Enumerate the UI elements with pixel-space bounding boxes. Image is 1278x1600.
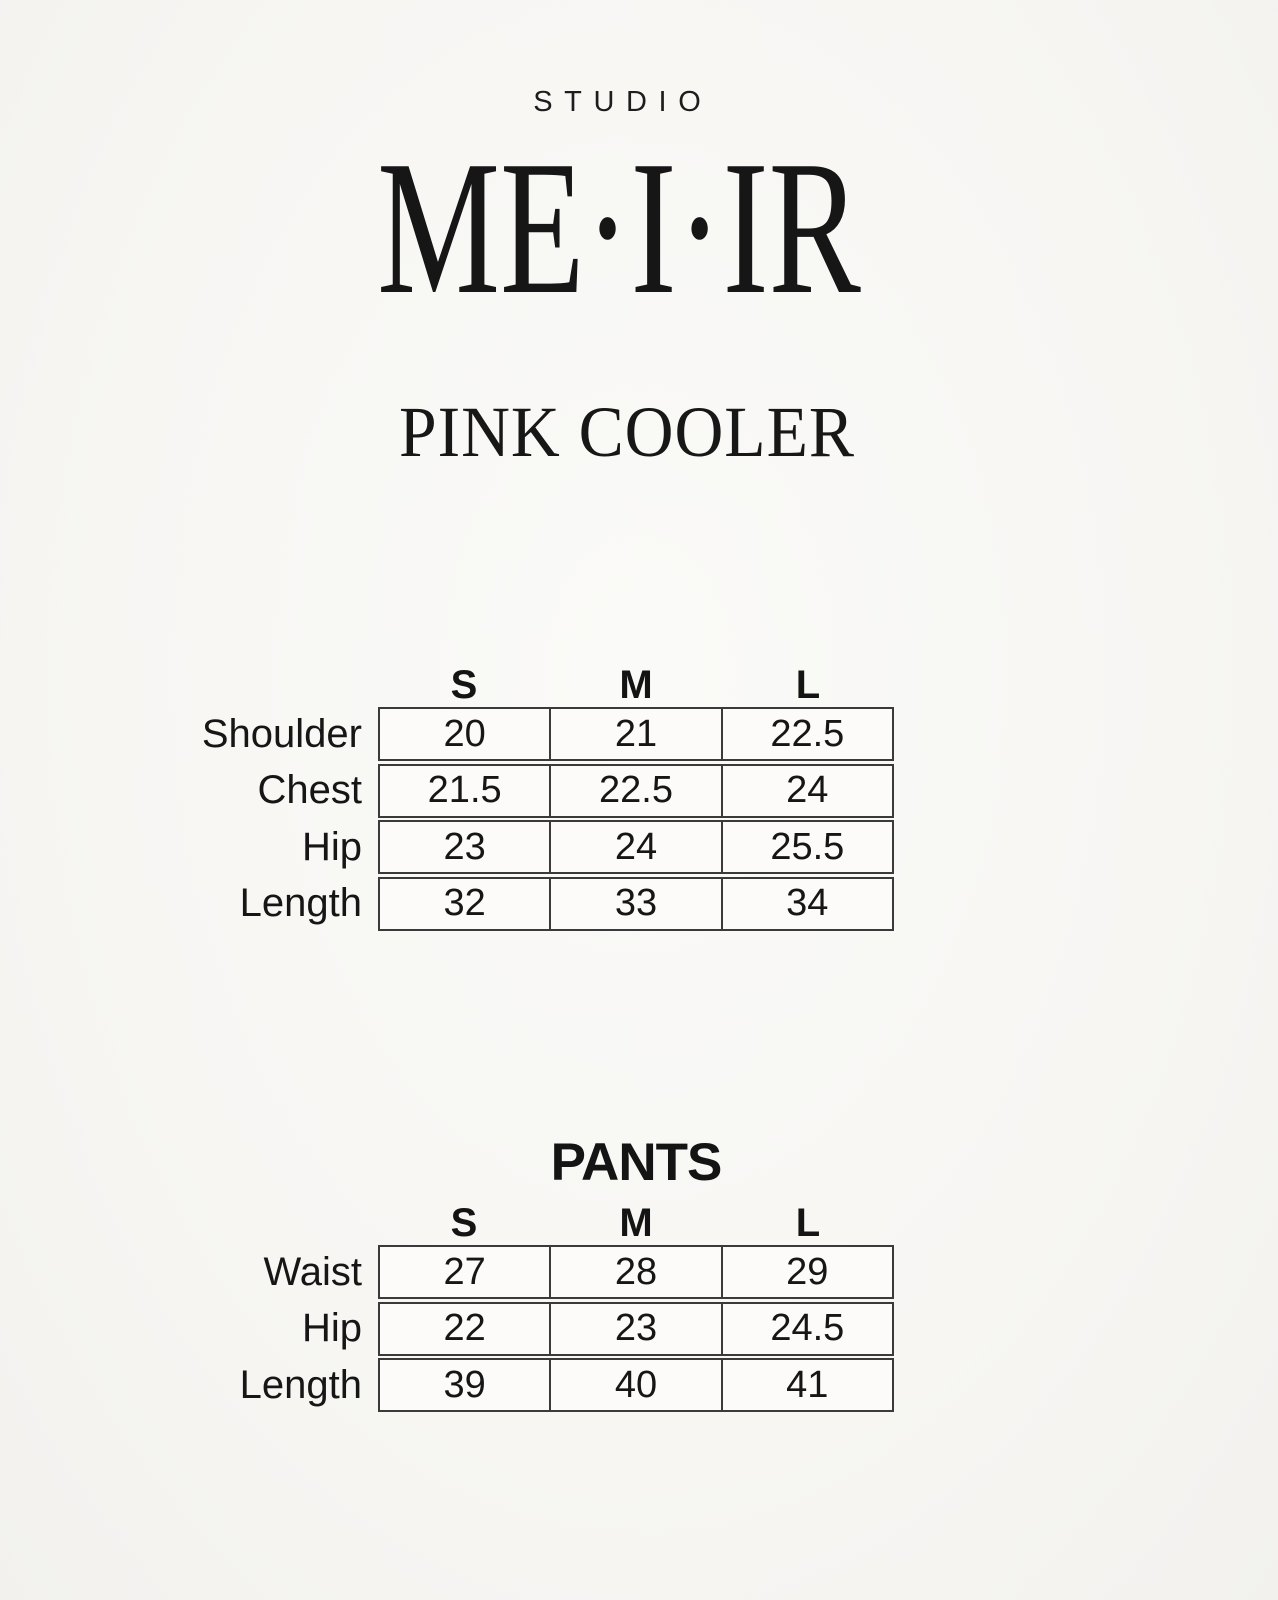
table-row-waist	[263, 1245, 894, 1299]
table-cell: 22.5	[721, 709, 892, 759]
table-cell: 24.5	[721, 1304, 892, 1354]
table-cell: 27	[443, 1250, 486, 1293]
table-row-hip	[301, 820, 894, 874]
size-table-pants	[239, 1133, 894, 1412]
size-header-row	[378, 665, 894, 705]
table-cell: 28	[549, 1247, 720, 1297]
size-table-grid	[239, 1245, 894, 1412]
row-label: Length	[239, 1362, 362, 1407]
table-cell: 40	[549, 1360, 720, 1410]
size-header-l: L	[795, 663, 821, 707]
table-cell: 41	[721, 1360, 892, 1410]
table-cell: 21.5	[427, 769, 502, 811]
table-cell: 25.5	[721, 822, 892, 872]
size-table-top	[201, 663, 894, 931]
table-cell: 20	[443, 712, 486, 755]
table-cell: 23	[443, 825, 486, 868]
row-label: Chest	[257, 768, 362, 812]
brand-wordmark-mehr: ME·I·IR	[377, 121, 861, 334]
size-header-s: S	[450, 1201, 478, 1245]
table-cell: 22.5	[549, 766, 720, 816]
product-title: PINK COOLER	[399, 392, 855, 472]
table-cell: 34	[721, 879, 892, 929]
size-header-row	[378, 1203, 894, 1243]
row-label: Hip	[301, 824, 362, 869]
row-label: Waist	[263, 1249, 362, 1294]
size-header-m: M	[619, 1201, 653, 1245]
table-row-length	[239, 877, 894, 931]
row-label: Shoulder	[201, 711, 362, 756]
brand-studio-text: STUDIO	[533, 86, 713, 118]
table-cell: 39	[443, 1363, 486, 1406]
table-cell: 32	[443, 882, 486, 924]
table-cell: 24	[721, 766, 892, 816]
table-cell: 29	[721, 1247, 892, 1297]
size-header-s: S	[450, 663, 478, 707]
pants-section-title: PANTS	[550, 1133, 722, 1192]
table-cell: 22	[443, 1307, 486, 1349]
table-cell: 21	[549, 709, 720, 759]
table-row-length	[239, 1358, 894, 1412]
row-label: Length	[239, 881, 362, 925]
table-cell: 23	[549, 1304, 720, 1354]
row-label: Hip	[301, 1306, 362, 1350]
size-header-l: L	[795, 1201, 821, 1245]
table-cell: 24	[549, 822, 720, 872]
table-row-shoulder	[201, 707, 894, 761]
size-table-grid	[201, 707, 894, 931]
size-header-m: M	[619, 663, 653, 707]
table-row-hip	[301, 1302, 894, 1356]
table-row-chest	[257, 764, 894, 818]
table-cell: 33	[549, 879, 720, 929]
